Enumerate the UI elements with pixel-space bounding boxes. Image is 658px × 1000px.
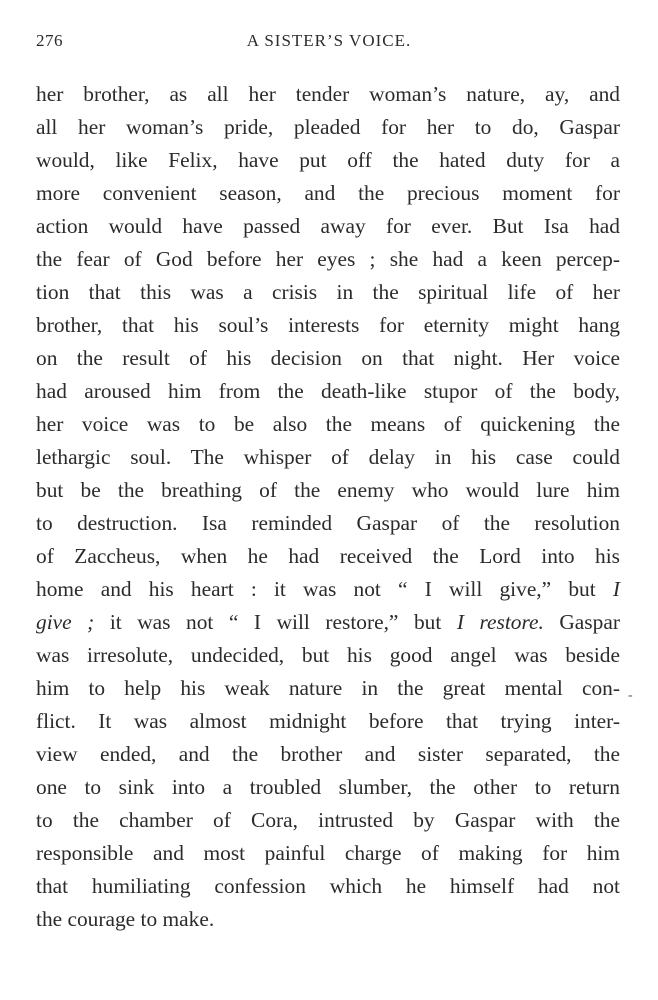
text-line: the fear of God before her eyes ; she had a keen percep-	[36, 247, 620, 271]
text-line: on the result of his decision on that night. Her voice	[36, 346, 620, 370]
text-line: to destruction. Isa reminded Gaspar of the resolution	[36, 511, 620, 535]
text-line: one to sink into a troubled slumber, the other to return	[36, 775, 620, 799]
text-line-with-italic	[36, 606, 620, 639]
text-segment: home and his heart : it was not “ I will give,” but	[36, 577, 596, 601]
text-line: flict. It was almost midnight before that trying inter-	[36, 709, 620, 733]
text-segment: it was not “ I will restore,” but	[109, 610, 442, 634]
italic-segment: I restore.	[456, 610, 544, 634]
page-number: 276	[36, 31, 63, 50]
text-line: all her woman’s pride, pleaded for her to do, Gaspar	[36, 115, 620, 139]
text-line: but be the breathing of the enemy who would lure him	[36, 478, 620, 502]
text-line: view ended, and the brother and sister separated, the	[36, 742, 620, 766]
margin-mark: -	[628, 688, 633, 703]
text-line: to the chamber of Cora, intrusted by Gaspar with the	[36, 808, 620, 832]
running-head	[36, 31, 622, 55]
text-line: action would have passed away for ever. But Isa had	[36, 214, 620, 238]
text-line: her brother, as all her tender woman’s nature, ay, and	[36, 82, 620, 106]
text-line: the courage to make.	[36, 907, 215, 931]
text-line: had aroused him from the death-like stupor of the body,	[36, 379, 620, 403]
text-line: brother, that his soul’s interests for eternity might hang	[36, 313, 620, 337]
text-line: her voice was to be also the means of quickening the	[36, 412, 620, 436]
italic-segment: I	[612, 577, 620, 601]
text-line: more convenient season, and the precious moment for	[36, 181, 620, 205]
text-line: that humiliating confession which he himself had not	[36, 874, 620, 898]
body-text	[36, 78, 620, 936]
text-line: responsible and most painful charge of making for him	[36, 841, 620, 865]
text-line: would, like Felix, have put off the hated duty for a	[36, 148, 620, 172]
text-line: of Zaccheus, when he had received the Lord into his	[36, 544, 620, 568]
text-line-with-italic	[36, 573, 620, 606]
text-line: was irresolute, undecided, but his good angel was beside	[36, 643, 620, 667]
italic-segment: give ;	[36, 610, 95, 634]
running-title: A SISTER’S VOICE.	[246, 31, 412, 50]
text-segment: Gaspar	[559, 610, 620, 634]
text-line: him to help his weak nature in the great mental con-	[36, 676, 620, 700]
text-line: lethargic soul. The whisper of delay in his case could	[36, 445, 620, 469]
text-line: tion that this was a crisis in the spiritual life of her	[36, 280, 620, 304]
